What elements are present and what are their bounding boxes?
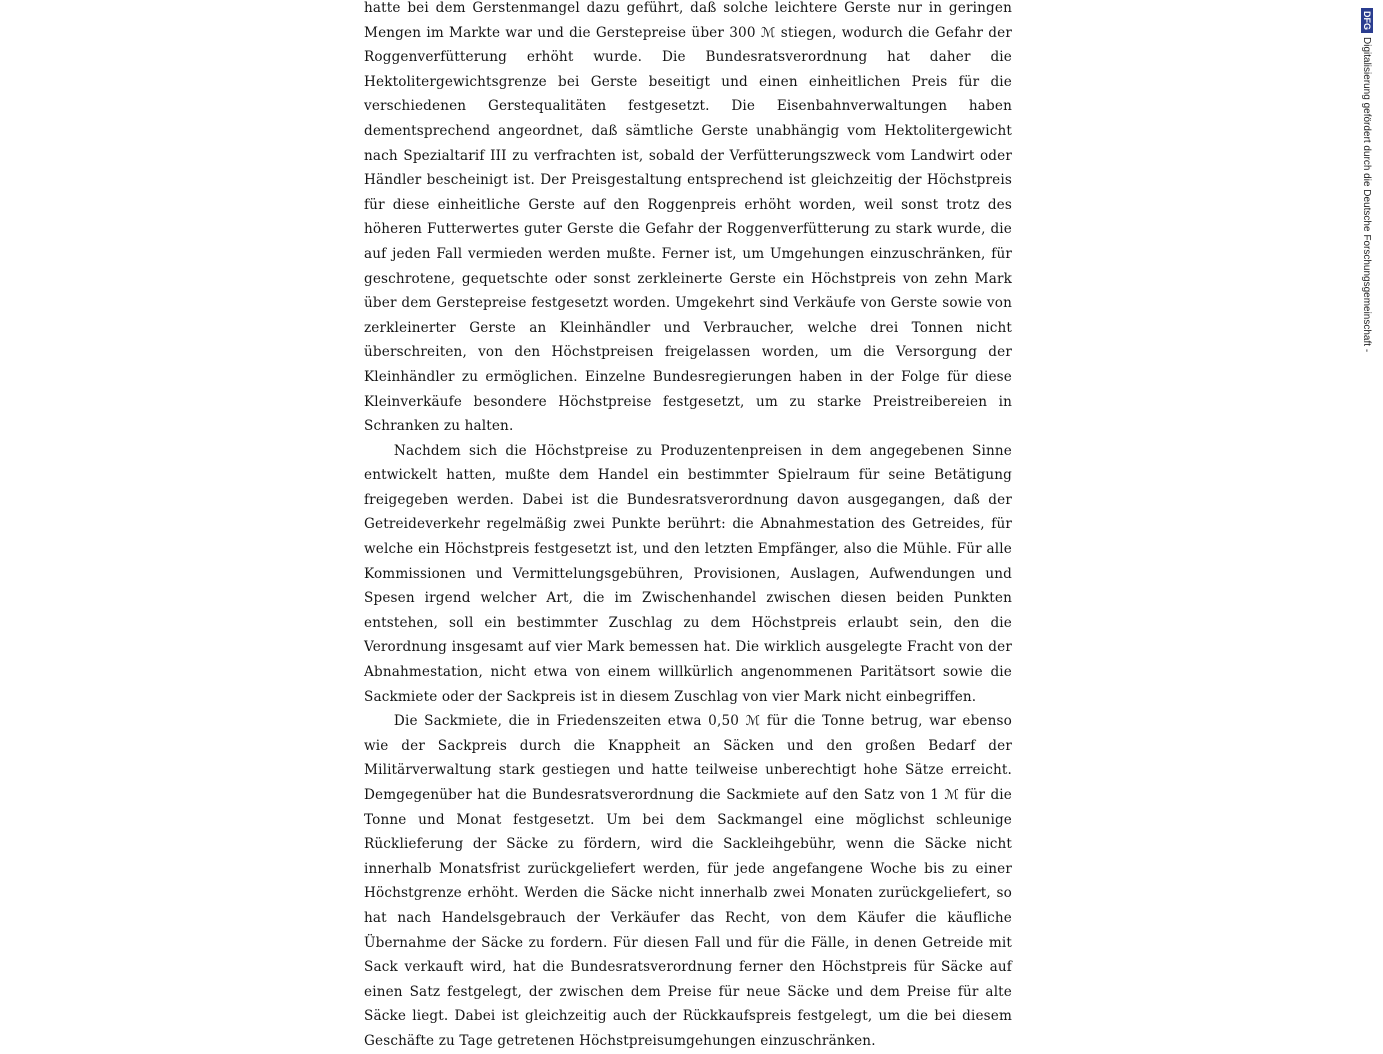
dfg-notice-text: Digitalisierung gefördert durch die Deutsche Forschungsgemeinschaft - [1361, 37, 1373, 353]
rotated-page-frame [358, 0, 1018, 1049]
dfg-notice [1363, 8, 1383, 388]
dfg-logo-icon: DFG [1361, 8, 1373, 33]
paragraph-2: Nachdem sich die Höchstpreise zu Produzentenpreisen in dem angegebenen Sinne entwickelt hatten, mußte dem Handel ein bestimmter Spielraum für seine Betätigung freigegeben werden. Dabei ist die Bundesratsverordnung davon ausgegangen, daß der Getreideverkehr regelmäßig zwei Punkte berührt: die Abnahmestation des Getreides, für welche ein Höchstpreis festgesetzt ist, und den letzten Empfänger, also die Mühle. Für alle Kommissionen und Vermittelungsgebühren, Provisionen, Auslagen, Aufwendungen und Spesen irgend welcher Art, die im Zwischenhandel zwischen diesen beiden Punkten entstehen, soll ein bestimmter Zuschlag zu dem Höchstpreis erlaubt sein, den die Verordnung insgesamt auf vier Mark bemessen hat. Die wirklich ausgelegte Fracht von der Abnahmestation, nicht etwa von einem willkürlich angenommenen Paritätsort sowie die Sackmiete oder der Sackpreis ist in diesem Zuschlag von vier Mark nicht einbegriffen. [364, 442, 1012, 705]
paragraph-3: Die Sackmiete, die in Friedenszeiten etwa 0,50 ℳ für die Tonne betrug, war ebenso wie der Sackpreis durch die Knappheit an Säcken und den großen Bedarf der Militärverwaltung stark gestiegen und hatte teilweise unberechtigt hohe Sätze erreicht. Demgegenüber hat die Bundesratsverordnung die Sackmiete auf den Satz von 1 ℳ für die Tonne und Monat festgesetzt. Um bei dem Sackmangel eine möglichst schleunige Rücklieferung der Säcke zu fördern, wird die Sackleihgebühr, wenn die Säcke nicht innerhalb Monatsfrist zurückgeliefert werden, für jede angefangene Woche bis zu einer Höchstgrenze erhöht. Werden die Säcke nicht innerhalb zwei Monaten zurückgeliefert, so hat nach Handelsgebrauch der Verkäufer das Recht, von dem Käufer die käufliche Übernahme der Säcke zu fordern. Für diesen Fall und für die Fälle, in denen Getreide mit Sack verkauft wird, hat die Bundesratsverordnung ferner den Höchstpreis für Säcke auf einen Satz festgelegt, der zwischen dem Preise für neue Säcke und dem Preise für alte Säcke liegt. Dabei ist gleichzeitig auch der Rückkaufspreis festgelegt, um die bei diesem Geschäfte zu Tage getretenen Höchstpreisumgehungen einzuschränken. [364, 713, 1012, 1049]
paragraph-1: hatte bei dem Gerstenmangel dazu geführt, daß solche leichtere Gerste nur in geringen Mengen im Markte war und die Gerstepreise über 300 ℳ stiegen, wodurch die Gefahr der Roggenverfütterung erhöht wurde. Die Bundesratsverordnung hat daher die Hektolitergewichtsgrenze bei Gerste beseitigt und einen einheitlichen Preis für die verschiedenen Gerstequalitäten festgesetzt. Die Eisenbahnverwaltungen haben dementsprechend angeordnet, daß sämtliche Gerste unabhängig vom Hektolitergewicht nach Spezialtarif III zu verfrachten ist, sobald der Verfütterungszweck vom Landwirt oder Händler bescheinigt ist. Der Preisgestaltung entsprechend ist gleichzeitig der Höchstpreis für diese einheitliche Gerste auf den Roggenpreis erhöht worden, weil sonst trotz des höheren Futterwertes guter Gerste die Gefahr der Roggenverfütterung zu stark wurde, die auf jeden Fall vermieden werden mußte. Ferner ist, um Umgehungen einzuschränken, für geschrotene, gequetschte oder sonst zerkleinerte Gerste ein Höchstpreis von zehn Mark über dem Gerstepreise festgesetzt worden. Umgekehrt sind Verkäufe von Gerste sowie von zerkleinerter Gerste an Kleinhändler und Verbraucher, welche drei Tonnen nicht überschreiten, von den Höchstpreisen freigelassen worden, um die Versorgung der Kleinhändler zu ermöglichen. Einzelne Bundesregierungen haben in der Folge für diese Kleinverkäufe besondere Höchstpreise festgesetzt, um zu starke Preistreibereien in Schranken zu halten. [364, 0, 1012, 435]
printed-page [364, 0, 1012, 1049]
